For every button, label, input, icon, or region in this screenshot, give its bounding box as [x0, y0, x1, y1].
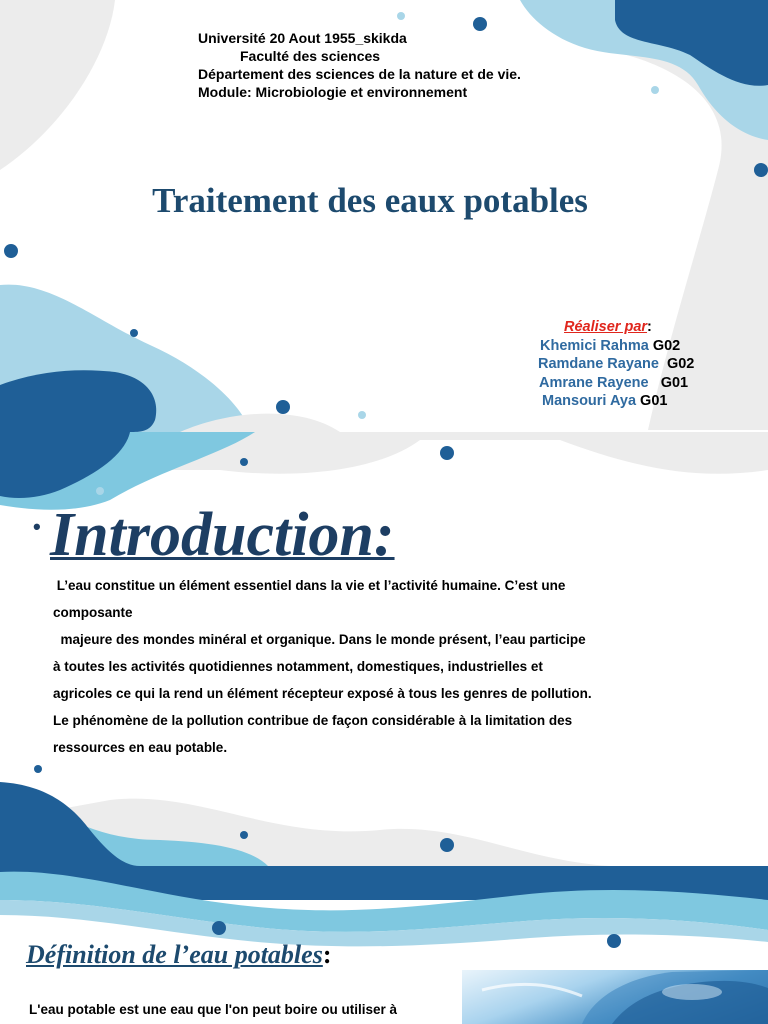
author-name: Khemici Rahma — [540, 337, 649, 354]
water-bottle-icon — [462, 970, 768, 1024]
definition-text: L'eau potable est une eau que l'on peut boire ou utiliser à — [29, 1002, 397, 1017]
author-row — [536, 355, 694, 374]
dot — [440, 446, 454, 460]
definition-colon: : — [322, 940, 332, 969]
dot — [34, 765, 42, 773]
intro-line: composante — [53, 605, 133, 620]
author-row — [536, 374, 694, 393]
intro-bullet: • — [33, 514, 41, 539]
dot — [240, 458, 248, 466]
university-header — [198, 29, 521, 101]
dot — [607, 934, 621, 948]
grey-blob-top-left — [0, 0, 115, 170]
intro-line: agricoles ce qui la rend un élément récepteur exposé à tous les genres de pollution. — [53, 686, 592, 701]
authors-label-row — [536, 318, 694, 337]
dot — [358, 411, 366, 419]
intro-line: ressources en eau potable. — [53, 740, 228, 755]
header-module: Module: Microbiologie et environnement — [198, 84, 468, 100]
author-name: Amrane Rayene — [539, 374, 649, 391]
header-department: Département des sciences de la nature et de vie. — [198, 66, 521, 82]
dot — [651, 86, 659, 94]
dot — [440, 838, 454, 852]
dot — [78, 353, 86, 361]
dot — [276, 400, 290, 414]
authors-label: Réaliser par — [564, 319, 648, 335]
author-row — [536, 392, 694, 411]
dot — [240, 831, 248, 839]
page-title: Traitement des eaux potables — [152, 181, 588, 220]
intro-line: majeure des mondes minéral et organique. Dans le monde présent, l’eau participe — [53, 632, 586, 647]
author-group: G01 — [648, 374, 689, 391]
author-group: G02 — [658, 356, 695, 372]
author-name: Ramdane Rayane — [538, 356, 659, 372]
authors-block — [536, 318, 694, 411]
dot — [397, 12, 405, 20]
dot — [4, 244, 18, 258]
dot — [96, 487, 104, 495]
intro-line: à toutes les activités quotidiennes notamment, domestiques, industrielles et — [53, 659, 543, 674]
dot — [754, 163, 768, 177]
authors-label-colon: : — [647, 319, 652, 335]
dot — [212, 921, 226, 935]
author-group: G02 — [648, 337, 681, 354]
water-bottle-image — [462, 970, 768, 1024]
author-name: Mansouri Aya — [542, 393, 637, 409]
intro-heading: Introduction: — [50, 501, 395, 569]
definition-title: Définition de l’eau potables — [26, 940, 323, 969]
author-group: G01 — [636, 393, 668, 409]
intro-line: L’eau constitue un élément essentiel dans la vie et l’activité humaine. C’est une — [53, 578, 566, 593]
definition-heading — [26, 940, 332, 970]
intro-paragraph — [53, 572, 663, 761]
author-row — [536, 337, 694, 356]
dot — [130, 329, 138, 337]
header-university: Université 20 Aout 1955_skikda — [198, 30, 407, 46]
header-faculty: Faculté des sciences — [240, 48, 381, 64]
intro-line: Le phénomène de la pollution contribue de façon considérable à la limitation des — [53, 713, 573, 728]
dark-blue-blob-left — [0, 370, 156, 432]
